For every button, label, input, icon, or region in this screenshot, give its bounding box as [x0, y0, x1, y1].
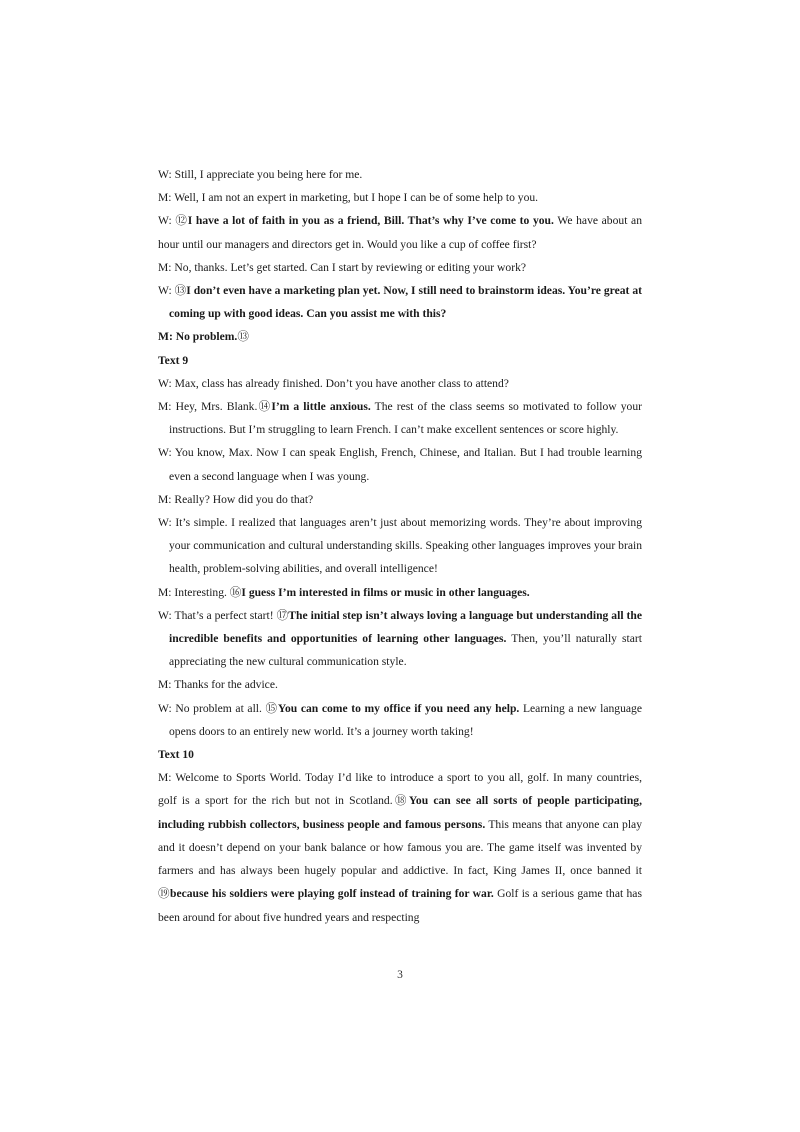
bold-answer-text: I have a lot of faith in you as a friend, Bill. That’s why I’ve come to you. — [187, 214, 554, 228]
text-span: W: ⑬ — [158, 284, 187, 298]
transcript-body — [158, 163, 642, 929]
text-span: W: It’s simple. I realized that languages aren’t just about memorizing words. They’re about improving your communication and cultural understanding skills. Speaking other languages improves your brain health, problem-solving abilities, and overall intelligence! — [158, 516, 642, 576]
dialogue-paragraph — [158, 209, 642, 255]
bold-answer-text: The initial step isn’t always loving a language but understanding all the incredible benefits and opportunities of learning other languages. — [169, 608, 642, 646]
page-number: 3 — [397, 969, 403, 981]
dialogue-paragraph — [158, 256, 642, 279]
bold-answer-text: You can see all sorts of people participating, including rubbish collectors, business people and famous persons. — [158, 794, 642, 831]
dialogue-paragraph — [158, 163, 642, 186]
section-heading — [158, 743, 642, 766]
dialogue-paragraph — [158, 581, 642, 604]
text-span: Then, you’ll naturally start appreciating the new cultural communication style. — [169, 632, 642, 669]
text-span: W: ⑫ — [158, 214, 188, 228]
text-span: W: Max, class has already finished. Don’t you have another class to attend? — [158, 376, 509, 390]
dialogue-paragraph — [158, 279, 642, 325]
bold-answer-text: M: No problem. — [158, 330, 238, 344]
text-span: M: Well, I am not an expert in marketing, but I hope I can be of some help to you. — [158, 191, 539, 205]
text-span: Text 9 — [158, 353, 189, 367]
text-span: M: Interesting. ⑯ — [158, 585, 242, 599]
text-span: W: That’s a perfect start! ⑰ — [158, 608, 289, 622]
bold-answer-text: I guess I’m interested in films or music in other languages. — [241, 585, 530, 599]
dialogue-paragraph — [158, 441, 642, 487]
text-span: W: You know, Max. Now I can speak English, French, Chinese, and Italian. But I had trouble learning even a second language when I was young. — [158, 446, 642, 483]
section-heading — [158, 349, 642, 372]
text-span: M: Really? How did you do that? — [158, 492, 314, 506]
text-span: Learning a new language opens doors to an entirely new world. It’s a journey worth taking! — [169, 701, 642, 738]
bold-answer-text: You can come to my office if you need any help. — [277, 701, 520, 715]
dialogue-paragraph — [158, 604, 642, 674]
dialogue-paragraph — [158, 372, 642, 395]
dialogue-paragraph — [158, 488, 642, 511]
text-span: W: Still, I appreciate you being here for me. — [158, 168, 363, 181]
text-span: M: Thanks for the advice. — [158, 678, 278, 692]
bold-answer-text: I’m a little anxious. — [271, 400, 371, 414]
text-span: The rest of the class seems so motivated to follow your instructions. But I’m struggling to learn French. I can’t make excellent sentences or score highly. — [169, 400, 643, 437]
dialogue-paragraph — [158, 673, 642, 696]
dialogue-paragraph — [158, 186, 642, 209]
text-span: This means that anyone can play and it doesn’t depend on your bank balance or how famous you are. The game itself was invented by farmers and has always been hugely popular and addictive. In fact, King James II, once banned it ⑲ — [158, 817, 643, 901]
text-span: W: No problem at all. ⑮ — [158, 701, 278, 715]
bold-answer-text: I don’t even have a marketing plan yet. Now, I still need to brainstorm ideas. You’re great at coming up with good ideas. Can you assist me with this? — [169, 284, 642, 321]
dialogue-paragraph — [158, 697, 642, 743]
dialogue-paragraph — [158, 511, 642, 581]
text-span: M: Welcome to Sports World. Today I’d like to introduce a sport to you all, golf. In many countries, golf is a sport for the rich but not in Scotland.⑱ — [158, 771, 642, 808]
text-span: Text 10 — [158, 748, 194, 762]
text-span: M: Hey, Mrs. Blank.⑭ — [158, 400, 272, 414]
text-span: ⑬ — [237, 330, 249, 344]
bold-answer-text: because his soldiers were playing golf instead of training for war. — [170, 887, 494, 901]
dialogue-paragraph — [158, 766, 642, 928]
dialogue-paragraph — [158, 325, 642, 348]
dialogue-paragraph — [158, 395, 642, 441]
text-span: M: No, thanks. Let’s get started. Can I start by reviewing or editing your work? — [158, 260, 527, 274]
text-span: We have about an hour until our managers and directors get in. Would you like a cup of coffee first? — [158, 214, 642, 251]
text-span: Golf is a serious game that has been around for about five hundred years and respecting — [158, 887, 642, 924]
